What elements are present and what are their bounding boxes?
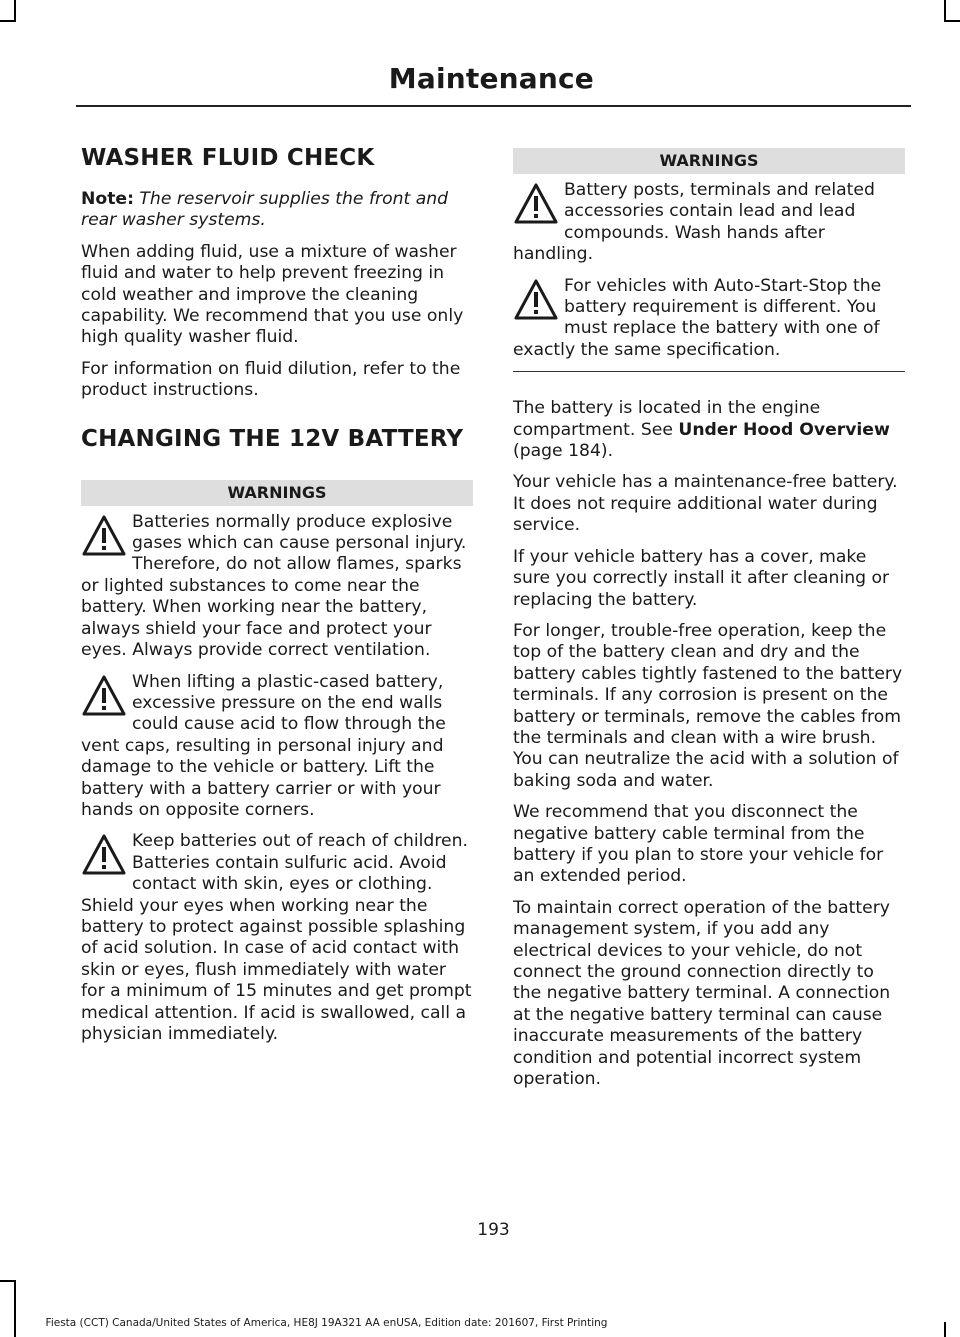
warning-text: Battery posts, terminals and related accessories contain lead and lead compounds. Wash hands after handling. (513, 180, 875, 265)
warning-item (513, 180, 905, 266)
para-trouble-free: For longer, trouble-free operation, keep the top of the battery clean and dry and the battery cables tightly fastened to the battery terminals. If any corrosion is present on the battery or terminals, remove the cables from the terminals and clean with a wire brush. You can neutralize the acid with a solution of baking soda and water. (513, 620, 903, 791)
warning-triangle-icon (81, 674, 129, 724)
crop-mark (944, 20, 960, 22)
right-column (513, 148, 905, 1100)
under-hood-overview-link[interactable]: Under Hood Overview (678, 419, 890, 440)
warning-text: When lifting a plastic-cased battery, excessive pressure on the end walls could cause acid to flow through the vent caps, resulting in personal injury and damage to the vehicle or battery. Lift the battery with a battery carrier or with your hands on opposite corners. (81, 671, 446, 820)
crop-mark (0, 1280, 16, 1282)
battery-location (513, 398, 905, 462)
location-page-ref: (page 184). (513, 441, 614, 462)
warning-triangle-icon (513, 182, 561, 232)
washer-heading: WASHER FLUID CHECK (81, 145, 375, 171)
crop-mark (944, 1322, 946, 1337)
warning-triangle-icon (81, 833, 129, 883)
washer-note (81, 189, 473, 232)
washer-para-1: When adding fluid, use a mixture of washer fluid and water to help prevent freezing in cold weather and improve the cleaning capability. We recommend that you use only high quality washer fluid. (81, 241, 464, 348)
warning-text: Batteries normally produce explosive gases which can cause personal injury. Therefore, do not allow flames, sparks or lighted substances to come near the battery. When working near the battery, always shield your face and protect your eyes. Always provide correct ventilation. (81, 511, 467, 661)
para-cover: If your vehicle battery has a cover, make sure you correctly install it after cleaning or replacing the battery. (513, 546, 890, 610)
header-divider (76, 105, 911, 107)
crop-mark (0, 20, 16, 22)
washer-para-2: For information on fluid dilution, refer to the product instructions. (81, 358, 461, 401)
footer-edition: Fiesta (CCT) Canada/United States of America, HE8J 19A321 AA enUSA, Edition date: 201607, First Printing (45, 1317, 608, 1329)
section-title: Maintenance (388, 62, 594, 95)
warning-text: For vehicles with Auto-Start-Stop the battery requirement is different. You must replace the battery with one of exactly the same specification. (513, 275, 882, 360)
left-column (81, 145, 473, 1055)
warnings-header: WARNINGS (513, 148, 905, 174)
para-disconnect: We recommend that you disconnect the negative battery cable terminal from the battery if you plan to store your vehicle for an extended period. (513, 802, 884, 887)
crop-mark (14, 0, 16, 22)
warning-triangle-icon (513, 278, 561, 328)
warning-text: Keep batteries out of reach of children. Batteries contain sulfuric acid. Avoid contact with skin, eyes or clothing. Shield your eyes when working near the battery to protect against possible splashing of acid solution. In case of acid contact with skin or eyes, flush immediately with water for a minimum of 15 minutes and get prompt medical attention. If acid is swallowed, call a physician immediately. (81, 831, 472, 1044)
warning-item (81, 831, 473, 1045)
note-text: The reservoir supplies the front and rear washer systems. (81, 189, 449, 231)
para-maintenance-free: Your vehicle has a maintenance-free battery. It does not require additional water during service. (513, 472, 898, 536)
crop-mark (944, 0, 946, 22)
location-text: The battery is located in the engine compartment. See (513, 398, 821, 440)
warning-triangle-icon (81, 514, 129, 564)
warnings-header: WARNINGS (81, 480, 473, 506)
battery-heading: CHANGING THE 12V BATTERY (81, 425, 464, 452)
warning-item (81, 672, 473, 822)
note-label: Note: (81, 189, 134, 209)
page-number: 193 (477, 1220, 510, 1240)
warnings-end-divider (513, 371, 905, 372)
para-management: To maintain correct operation of the battery management system, if you add any electrical devices to your vehicle, do not connect the ground connection directly to the negative battery terminal. A connection at the negative battery terminal can cause inaccurate measurements of the battery condition and potential incorrect system operation. (513, 897, 891, 1090)
warning-item (513, 276, 905, 362)
warning-item (81, 512, 473, 662)
